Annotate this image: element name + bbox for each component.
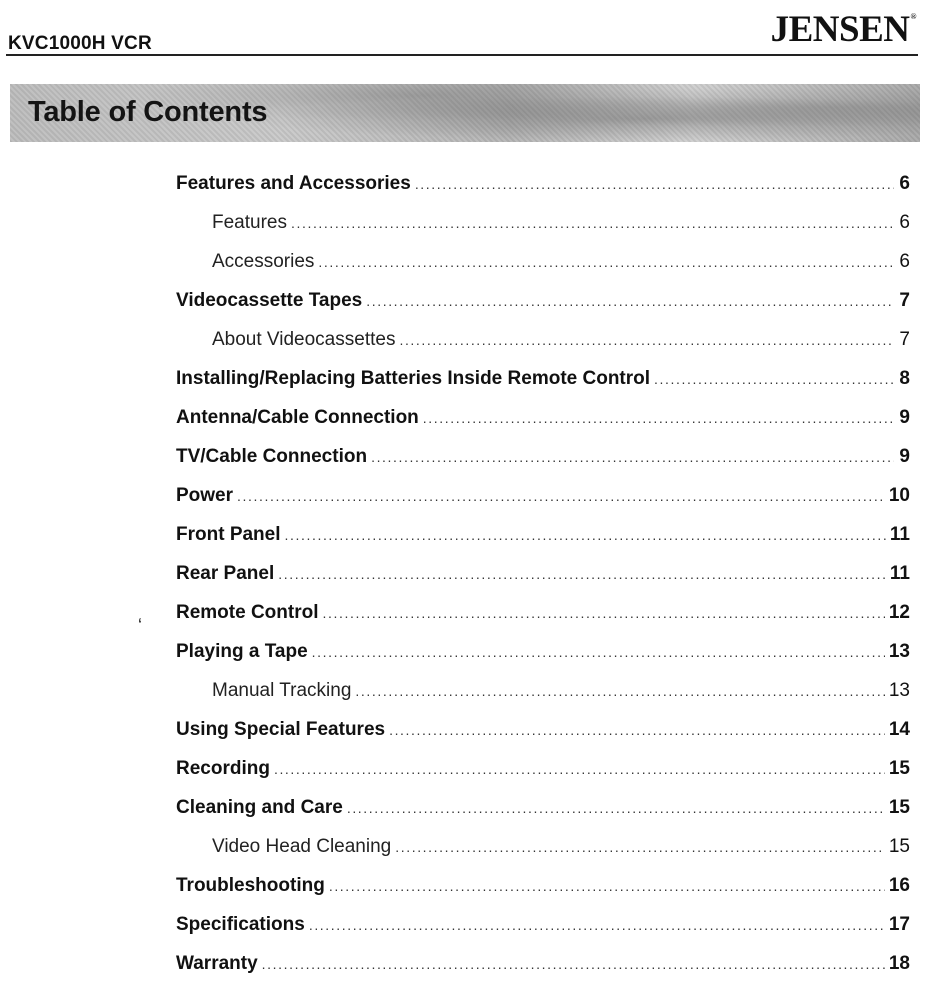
toc-dot-leader (262, 948, 885, 980)
toc-entry-title: Specifications (176, 914, 305, 935)
stray-mark: ʻ (138, 616, 142, 636)
toc-dot-leader (399, 324, 894, 356)
toc-entry[interactable] (176, 792, 910, 831)
toc-subentry[interactable] (176, 207, 910, 246)
toc-list (176, 168, 910, 987)
toc-entry-title: Cleaning and Care (176, 797, 343, 818)
toc-entry-title: Using Special Features (176, 719, 386, 740)
toc-subentry[interactable] (176, 831, 910, 870)
toc-dot-leader (309, 909, 885, 941)
toc-entry[interactable] (176, 948, 910, 987)
toc-entry[interactable] (176, 870, 910, 909)
toc-dot-leader (371, 441, 894, 473)
toc-entry[interactable] (176, 636, 910, 675)
toc-entry-title: TV/Cable Connection (176, 446, 368, 467)
toc-entry-page: 8 (899, 368, 910, 389)
toc-entry[interactable] (176, 753, 910, 792)
toc-entry-title: Accessories (212, 251, 315, 272)
toc-entry[interactable] (176, 714, 910, 753)
brand-registered-mark: ® (910, 12, 916, 21)
toc-entry[interactable] (176, 597, 910, 636)
toc-entry-page: 9 (899, 446, 910, 467)
toc-entry-page: 13 (888, 641, 910, 662)
toc-dot-leader (274, 753, 885, 785)
toc-dot-leader (329, 870, 885, 902)
toc-entry-page: 6 (899, 251, 910, 272)
toc-entry[interactable] (176, 480, 910, 519)
toc-entry-title: Installing/Replacing Batteries Inside Remote Control (176, 368, 651, 389)
toc-entry[interactable] (176, 441, 910, 480)
page-header (0, 0, 938, 60)
toc-entry-page: 11 (889, 563, 910, 584)
toc-entry-title: Antenna/Cable Connection (176, 407, 419, 428)
toc-dot-leader (323, 597, 885, 629)
brand-logo (771, 8, 916, 51)
toc-entry-title: Video Head Cleaning (212, 836, 392, 857)
toc-entry-page: 7 (899, 329, 910, 350)
toc-dot-leader (395, 831, 885, 863)
toc-entry-title: Front Panel (176, 524, 281, 545)
toc-subentry[interactable] (176, 324, 910, 363)
toc-entry-title: Features and Accessories (176, 173, 411, 194)
toc-entry[interactable] (176, 519, 910, 558)
toc-entry-title: Manual Tracking (212, 680, 352, 701)
toc-entry-title: Videocassette Tapes (176, 290, 363, 311)
toc-dot-leader (366, 285, 894, 317)
toc-entry-page: 14 (888, 719, 910, 740)
toc-dot-leader (237, 480, 885, 512)
toc-dot-leader (423, 402, 894, 434)
toc-entry-page: 9 (899, 407, 910, 428)
header-rule (6, 54, 918, 56)
toc-entry-title: Recording (176, 758, 270, 779)
toc-entry-title: Warranty (176, 953, 258, 974)
toc-dot-leader (285, 519, 886, 551)
toc-entry-page: 6 (899, 212, 910, 233)
toc-entry-title: Remote Control (176, 602, 319, 623)
toc-entry[interactable] (176, 402, 910, 441)
toc-entry-page: 7 (899, 290, 910, 311)
toc-entry[interactable] (176, 285, 910, 324)
toc-entry-title: Power (176, 485, 234, 506)
toc-entry-page: 18 (888, 953, 910, 974)
toc-dot-leader (278, 558, 886, 590)
toc-entry-title: Troubleshooting (176, 875, 325, 896)
toc-entry-page: 13 (888, 680, 910, 701)
toc-entry-page: 16 (888, 875, 910, 896)
toc-dot-leader (291, 207, 894, 239)
toc-entry[interactable] (176, 909, 910, 948)
toc-entry-title: About Videocassettes (212, 329, 396, 350)
toc-entry[interactable] (176, 363, 910, 402)
toc-dot-leader (347, 792, 885, 824)
toc-dot-leader (654, 363, 894, 395)
toc-entry-title: Features (212, 212, 287, 233)
toc-entry-page: 11 (889, 524, 910, 545)
toc-entry-page: 17 (888, 914, 910, 935)
toc-entry-title: Rear Panel (176, 563, 275, 584)
toc-dot-leader (355, 675, 884, 707)
toc-subentry[interactable] (176, 246, 910, 285)
toc-dot-leader (389, 714, 885, 746)
toc-dot-leader (312, 636, 885, 668)
model-label: KVC1000H VCR (8, 33, 152, 54)
brand-name: JENSEN (770, 9, 910, 50)
toc-subentry[interactable] (176, 675, 910, 714)
toc-entry-page: 15 (888, 758, 910, 779)
toc-entry-page: 10 (888, 485, 910, 506)
section-title: Table of Contents (28, 96, 268, 128)
toc-entry[interactable] (176, 168, 910, 207)
toc-dot-leader (415, 168, 894, 200)
toc-entry-page: 15 (888, 797, 910, 818)
toc-dot-leader (318, 246, 894, 278)
toc-entry[interactable] (176, 558, 910, 597)
toc-entry-title: Playing a Tape (176, 641, 308, 662)
toc-entry-page: 12 (888, 602, 910, 623)
toc-entry-page: 6 (899, 173, 910, 194)
toc-entry-page: 15 (888, 836, 910, 857)
section-banner (10, 84, 920, 142)
